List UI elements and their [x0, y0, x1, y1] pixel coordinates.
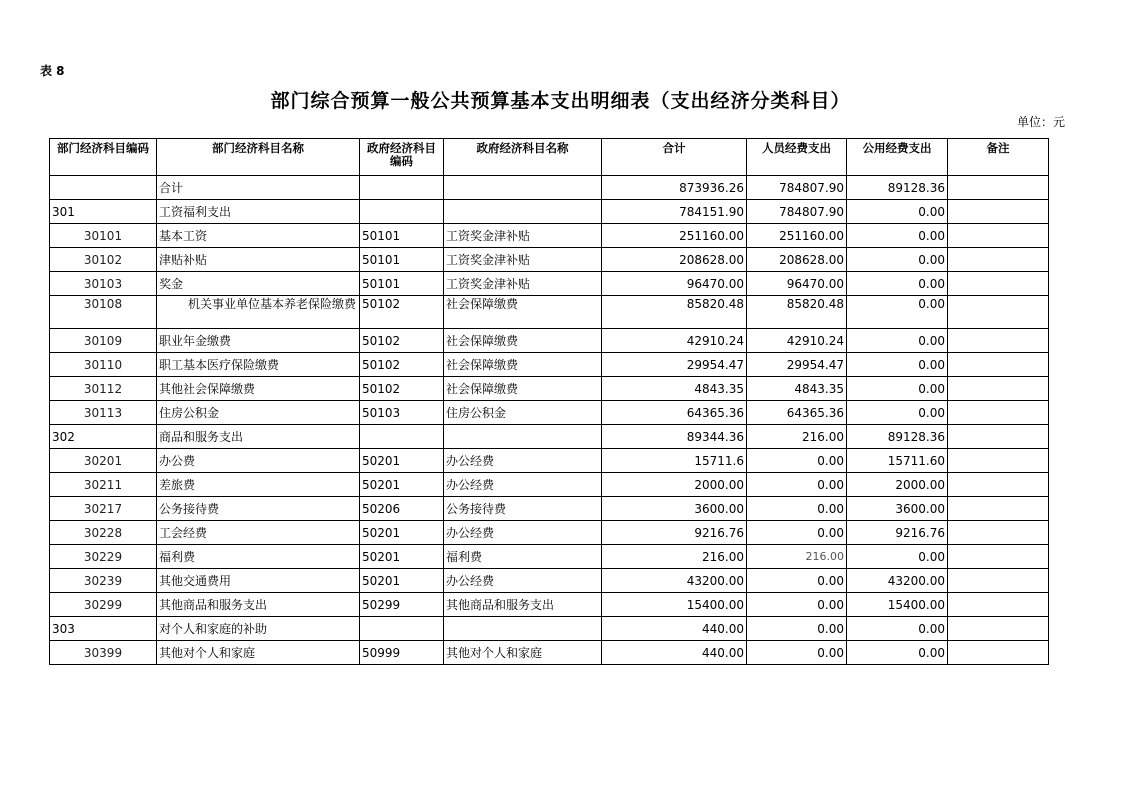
gov-name-cell: 办公经费 — [444, 569, 602, 593]
table-header-row — [50, 139, 1049, 176]
gov-code-cell: 50101 — [360, 248, 444, 272]
gov-code-cell: 50999 — [360, 641, 444, 665]
personnel-cell: 4843.35 — [747, 377, 847, 401]
dept-name-cell: 职工基本医疗保险缴费 — [157, 353, 360, 377]
gov-code-cell: 50102 — [360, 329, 444, 353]
public-cell: 89128.36 — [847, 425, 948, 449]
dept-code-cell — [50, 176, 157, 200]
dept-name-cell: 工会经费 — [157, 521, 360, 545]
note-cell — [948, 353, 1049, 377]
dept-code-cell: 30228 — [50, 521, 157, 545]
note-cell — [948, 617, 1049, 641]
table-row — [50, 248, 1049, 272]
gov-code-cell: 50101 — [360, 272, 444, 296]
unit-label: 单位：元 — [1016, 115, 1065, 129]
personnel-cell: 42910.24 — [747, 329, 847, 353]
table-row — [50, 224, 1049, 248]
dept-name-cell: 住房公积金 — [157, 401, 360, 425]
dept-code-cell: 30103 — [50, 272, 157, 296]
total-cell: 64365.36 — [602, 401, 747, 425]
gov-code-cell: 50101 — [360, 224, 444, 248]
gov-name-cell: 办公经费 — [444, 473, 602, 497]
column-header-gov-code: 政府经济科目编码 — [360, 139, 444, 176]
note-cell — [948, 425, 1049, 449]
note-cell — [948, 497, 1049, 521]
public-cell: 2000.00 — [847, 473, 948, 497]
dept-name-cell: 公务接待费 — [157, 497, 360, 521]
total-cell: 4843.35 — [602, 377, 747, 401]
personnel-cell: 216.00 — [747, 545, 847, 569]
personnel-cell: 216.00 — [747, 425, 847, 449]
gov-name-cell — [444, 176, 602, 200]
gov-code-cell: 50201 — [360, 521, 444, 545]
total-cell: 2000.00 — [602, 473, 747, 497]
dept-code-cell: 302 — [50, 425, 157, 449]
gov-name-cell: 其他商品和服务支出 — [444, 593, 602, 617]
gov-name-cell: 社会保障缴费 — [444, 353, 602, 377]
public-cell: 0.00 — [847, 545, 948, 569]
dept-code-cell: 30229 — [50, 545, 157, 569]
dept-name-cell: 津贴补贴 — [157, 248, 360, 272]
gov-name-cell: 福利费 — [444, 545, 602, 569]
table-row — [50, 569, 1049, 593]
dept-code-cell: 303 — [50, 617, 157, 641]
public-cell: 0.00 — [847, 296, 948, 329]
public-cell: 15711.60 — [847, 449, 948, 473]
dept-name-cell: 职业年金缴费 — [157, 329, 360, 353]
dept-code-cell: 30201 — [50, 449, 157, 473]
dept-name-cell: 基本工资 — [157, 224, 360, 248]
dept-code-cell: 30109 — [50, 329, 157, 353]
public-cell: 0.00 — [847, 353, 948, 377]
total-cell: 251160.00 — [602, 224, 747, 248]
table-row-category — [50, 617, 1049, 641]
gov-code-cell: 50102 — [360, 377, 444, 401]
dept-name-cell: 对个人和家庭的补助 — [157, 617, 360, 641]
gov-name-cell: 住房公积金 — [444, 401, 602, 425]
total-cell: 29954.47 — [602, 353, 747, 377]
gov-code-cell: 50201 — [360, 545, 444, 569]
note-cell — [948, 449, 1049, 473]
personnel-cell: 85820.48 — [747, 296, 847, 329]
total-cell: 873936.26 — [602, 176, 747, 200]
total-cell: 15400.00 — [602, 593, 747, 617]
public-cell: 9216.76 — [847, 521, 948, 545]
total-cell: 85820.48 — [602, 296, 747, 329]
table-row-total — [50, 176, 1049, 200]
total-cell: 784151.90 — [602, 200, 747, 224]
dept-code-cell: 30399 — [50, 641, 157, 665]
personnel-cell: 96470.00 — [747, 272, 847, 296]
dept-code-cell: 301 — [50, 200, 157, 224]
personnel-cell: 0.00 — [747, 569, 847, 593]
public-cell: 0.00 — [847, 329, 948, 353]
total-cell: 43200.00 — [602, 569, 747, 593]
gov-name-cell: 工资奖金津补贴 — [444, 248, 602, 272]
note-cell — [948, 569, 1049, 593]
gov-code-cell: 50102 — [360, 353, 444, 377]
gov-code-cell — [360, 425, 444, 449]
gov-name-cell: 社会保障缴费 — [444, 329, 602, 353]
gov-code-cell — [360, 176, 444, 200]
column-header-public: 公用经费支出 — [847, 139, 948, 176]
public-cell: 3600.00 — [847, 497, 948, 521]
dept-name-cell: 办公费 — [157, 449, 360, 473]
personnel-cell: 0.00 — [747, 473, 847, 497]
dept-name-cell: 其他交通费用 — [157, 569, 360, 593]
gov-code-cell: 50206 — [360, 497, 444, 521]
table-row — [50, 329, 1049, 353]
note-cell — [948, 200, 1049, 224]
dept-name-cell: 其他商品和服务支出 — [157, 593, 360, 617]
total-cell: 216.00 — [602, 545, 747, 569]
dept-name-cell: 机关事业单位基本养老保险缴费 — [157, 296, 360, 329]
personnel-cell: 0.00 — [747, 641, 847, 665]
personnel-cell: 784807.90 — [747, 176, 847, 200]
table-row — [50, 473, 1049, 497]
dept-code-cell: 30110 — [50, 353, 157, 377]
gov-code-cell — [360, 617, 444, 641]
gov-name-cell: 公务接待费 — [444, 497, 602, 521]
gov-name-cell: 办公经费 — [444, 521, 602, 545]
dept-code-cell: 30299 — [50, 593, 157, 617]
note-cell — [948, 248, 1049, 272]
dept-name-cell: 差旅费 — [157, 473, 360, 497]
note-cell — [948, 176, 1049, 200]
note-cell — [948, 521, 1049, 545]
dept-code-cell: 30211 — [50, 473, 157, 497]
dept-name-cell: 其他社会保障缴费 — [157, 377, 360, 401]
total-cell: 440.00 — [602, 617, 747, 641]
gov-code-cell: 50201 — [360, 449, 444, 473]
public-cell: 0.00 — [847, 641, 948, 665]
dept-name-cell: 工资福利支出 — [157, 200, 360, 224]
table-row — [50, 593, 1049, 617]
note-cell — [948, 224, 1049, 248]
gov-name-cell: 工资奖金津补贴 — [444, 224, 602, 248]
personnel-cell: 0.00 — [747, 521, 847, 545]
personnel-cell: 0.00 — [747, 497, 847, 521]
public-cell: 0.00 — [847, 200, 948, 224]
dept-code-cell: 30217 — [50, 497, 157, 521]
note-cell — [948, 401, 1049, 425]
dept-name-cell: 合计 — [157, 176, 360, 200]
column-header-note: 备注 — [948, 139, 1049, 176]
column-header-dept-code: 部门经济科目编码 — [50, 139, 157, 176]
note-cell — [948, 641, 1049, 665]
dept-name-cell: 其他对个人和家庭 — [157, 641, 360, 665]
total-cell: 440.00 — [602, 641, 747, 665]
public-cell: 0.00 — [847, 224, 948, 248]
public-cell: 0.00 — [847, 272, 948, 296]
total-cell: 42910.24 — [602, 329, 747, 353]
table-row — [50, 521, 1049, 545]
column-header-personnel: 人员经费支出 — [747, 139, 847, 176]
table-row — [50, 545, 1049, 569]
public-cell: 0.00 — [847, 401, 948, 425]
table-row-category — [50, 200, 1049, 224]
note-cell — [948, 545, 1049, 569]
note-cell — [948, 272, 1049, 296]
dept-name-cell: 福利费 — [157, 545, 360, 569]
column-header-gov-name: 政府经济科目名称 — [444, 139, 602, 176]
public-cell: 0.00 — [847, 617, 948, 641]
total-cell: 9216.76 — [602, 521, 747, 545]
total-cell: 15711.6 — [602, 449, 747, 473]
table-row — [50, 353, 1049, 377]
public-cell: 43200.00 — [847, 569, 948, 593]
gov-name-cell: 社会保障缴费 — [444, 377, 602, 401]
gov-name-cell — [444, 617, 602, 641]
gov-name-cell: 社会保障缴费 — [444, 296, 602, 329]
personnel-cell: 0.00 — [747, 449, 847, 473]
table-row — [50, 377, 1049, 401]
note-cell — [948, 593, 1049, 617]
table-row — [50, 641, 1049, 665]
dept-code-cell: 30113 — [50, 401, 157, 425]
table-row — [50, 497, 1049, 521]
dept-name-cell: 奖金 — [157, 272, 360, 296]
total-cell: 96470.00 — [602, 272, 747, 296]
public-cell: 0.00 — [847, 377, 948, 401]
dept-code-cell: 30102 — [50, 248, 157, 272]
table-number-label: 表 8 — [40, 64, 65, 78]
dept-name-cell: 商品和服务支出 — [157, 425, 360, 449]
personnel-cell: 784807.90 — [747, 200, 847, 224]
gov-name-cell — [444, 200, 602, 224]
gov-name-cell: 办公经费 — [444, 449, 602, 473]
column-header-dept-name: 部门经济科目名称 — [157, 139, 360, 176]
gov-name-cell — [444, 425, 602, 449]
note-cell — [948, 329, 1049, 353]
column-header-total: 合计 — [602, 139, 747, 176]
gov-code-cell — [360, 200, 444, 224]
gov-code-cell: 50201 — [360, 473, 444, 497]
dept-code-cell: 30112 — [50, 377, 157, 401]
page-title: 部门综合预算一般公共预算基本支出明细表（支出经济分类科目） — [270, 90, 851, 112]
gov-code-cell: 50299 — [360, 593, 444, 617]
public-cell: 15400.00 — [847, 593, 948, 617]
total-cell: 3600.00 — [602, 497, 747, 521]
dept-code-cell: 30239 — [50, 569, 157, 593]
note-cell — [948, 377, 1049, 401]
total-cell: 208628.00 — [602, 248, 747, 272]
table-row — [50, 401, 1049, 425]
total-cell: 89344.36 — [602, 425, 747, 449]
note-cell — [948, 473, 1049, 497]
table-row — [50, 272, 1049, 296]
budget-table — [49, 138, 1049, 665]
personnel-cell: 64365.36 — [747, 401, 847, 425]
public-cell: 0.00 — [847, 248, 948, 272]
personnel-cell: 0.00 — [747, 617, 847, 641]
dept-code-cell: 30101 — [50, 224, 157, 248]
gov-code-cell: 50102 — [360, 296, 444, 329]
public-cell: 89128.36 — [847, 176, 948, 200]
personnel-cell: 0.00 — [747, 593, 847, 617]
table-row-category — [50, 425, 1049, 449]
personnel-cell: 251160.00 — [747, 224, 847, 248]
gov-name-cell: 其他对个人和家庭 — [444, 641, 602, 665]
table-row — [50, 449, 1049, 473]
gov-code-cell: 50201 — [360, 569, 444, 593]
gov-name-cell: 工资奖金津补贴 — [444, 272, 602, 296]
table-row — [50, 296, 1049, 329]
note-cell — [948, 296, 1049, 329]
dept-code-cell: 30108 — [50, 296, 157, 329]
gov-code-cell: 50103 — [360, 401, 444, 425]
personnel-cell: 208628.00 — [747, 248, 847, 272]
personnel-cell: 29954.47 — [747, 353, 847, 377]
